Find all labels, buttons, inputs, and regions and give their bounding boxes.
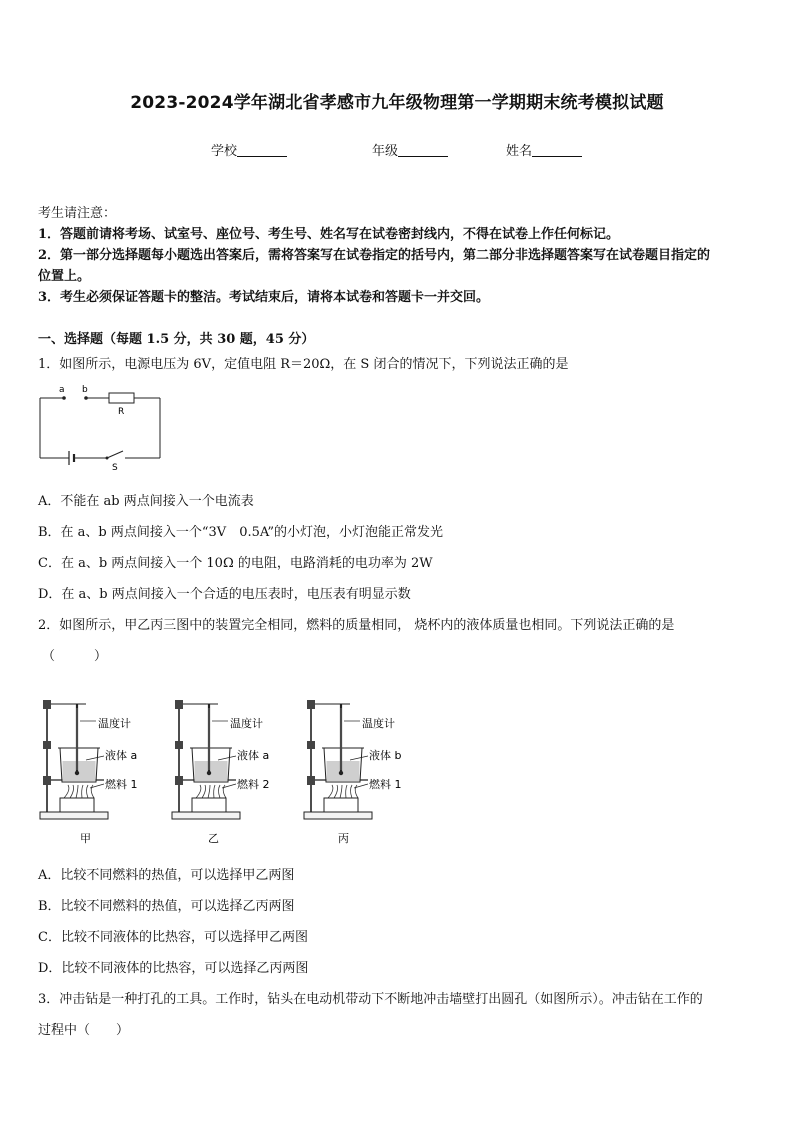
q2-apparatus-figures xyxy=(38,686,418,848)
bing-fuel-label: 燃料 1 xyxy=(369,778,402,791)
q3-stem-line1: 3．冲击钻是一种打孔的工具。工作时，钻头在电动机带动下不断地冲击墙壁打出圆孔（如图所示）。冲击钻在工作的 xyxy=(38,992,703,1007)
yi-fuel-label: 燃料 2 xyxy=(237,778,270,791)
name-field[interactable] xyxy=(506,140,582,159)
notice-item-1: 1．答题前请将考场、试室号、座位号、考生号、姓名写在试卷密封线内，不得在试卷上作任何标记。 xyxy=(38,227,620,242)
q2-stem: 2．如图所示，甲乙丙三图中的装置完全相同，燃料的质量相同， 烧杯内的液体质量也相同。下列说法正确的是 xyxy=(38,618,675,633)
jia-liquid-label: 液体 a xyxy=(105,749,138,762)
yi-thermometer-label: 温度计 xyxy=(230,717,263,730)
apparatus-yi xyxy=(172,700,270,845)
yi-caption: 乙 xyxy=(208,832,219,845)
label-b: b xyxy=(82,385,88,395)
page-title: 2023-2024学年湖北省孝感市九年级物理第一学期期末统考模拟试题 xyxy=(130,93,664,113)
name-label: 姓名 xyxy=(506,144,533,159)
q1-circuit-diagram xyxy=(36,382,166,474)
q1-option-c: C．在 a、b 两点间接入一个 10Ω 的电阻，电路消耗的电功率为 2W xyxy=(38,556,433,571)
apparatus-jia xyxy=(40,700,138,845)
q2-answer-bracket: （ ） xyxy=(42,649,108,664)
grade-field[interactable] xyxy=(372,140,448,159)
q2-option-c: C．比较不同液体的比热容，可以选择甲乙两图 xyxy=(38,930,308,945)
q2-option-d: D．比较不同液体的比热容，可以选择乙丙两图 xyxy=(38,961,309,976)
school-blank[interactable] xyxy=(237,143,287,157)
name-blank[interactable] xyxy=(532,143,582,157)
q3-stem-line2: 过程中（ ） xyxy=(38,1023,130,1038)
notice-item-2-cont: 位置上。 xyxy=(38,269,91,284)
q1-option-a: A．不能在 ab 两点间接入一个电流表 xyxy=(38,494,254,509)
resistor-r xyxy=(109,393,134,403)
bing-thermometer-label: 温度计 xyxy=(362,717,395,730)
q2-option-a: A．比较不同燃料的热值，可以选择甲乙两图 xyxy=(38,868,295,883)
q1-option-d: D．在 a、b 两点间接入一个合适的电压表时，电压表有明显示数 xyxy=(38,587,411,602)
bing-liquid-label: 液体 b xyxy=(369,749,402,762)
q1-stem: 1．如图所示，电源电压为 6V，定值电阻 R＝20Ω，在 S 闭合的情况下，下列说法正确的是 xyxy=(38,357,569,372)
yi-liquid-label: 液体 a xyxy=(237,749,270,762)
bing-caption: 丙 xyxy=(338,832,349,845)
grade-blank[interactable] xyxy=(398,143,448,157)
section-heading: 一、选择题（每题 1.5 分，共 30 题，45 分） xyxy=(38,332,315,347)
switch-blade xyxy=(107,451,123,458)
apparatus-bing xyxy=(304,700,402,845)
jia-caption: 甲 xyxy=(80,832,91,845)
label-r: R xyxy=(118,407,125,417)
terminal-a xyxy=(62,396,66,400)
school-field[interactable] xyxy=(211,140,287,159)
q1-option-b: B．在 a、b 两点间接入一个“3V 0.5A”的小灯泡，小灯泡能正常发光 xyxy=(38,525,443,540)
notice-item-3: 3．考生必须保证答题卡的整洁。考试结束后，请将本试卷和答题卡一并交回。 xyxy=(38,290,490,305)
notice-item-2: 2．第一部分选择题每小题选出答案后，需将答案写在试卷指定的括号内，第二部分非选择题答案写在试卷题目指定的 xyxy=(38,248,711,263)
school-label: 学校 xyxy=(211,144,238,159)
jia-thermometer-label: 温度计 xyxy=(98,717,131,730)
grade-label: 年级 xyxy=(372,144,399,159)
label-s: S xyxy=(112,463,118,473)
notice-heading: 考生请注意： xyxy=(38,206,117,221)
jia-fuel-label: 燃料 1 xyxy=(105,778,138,791)
label-a: a xyxy=(59,385,65,395)
q2-option-b: B．比较不同燃料的热值，可以选择乙丙两图 xyxy=(38,899,295,914)
